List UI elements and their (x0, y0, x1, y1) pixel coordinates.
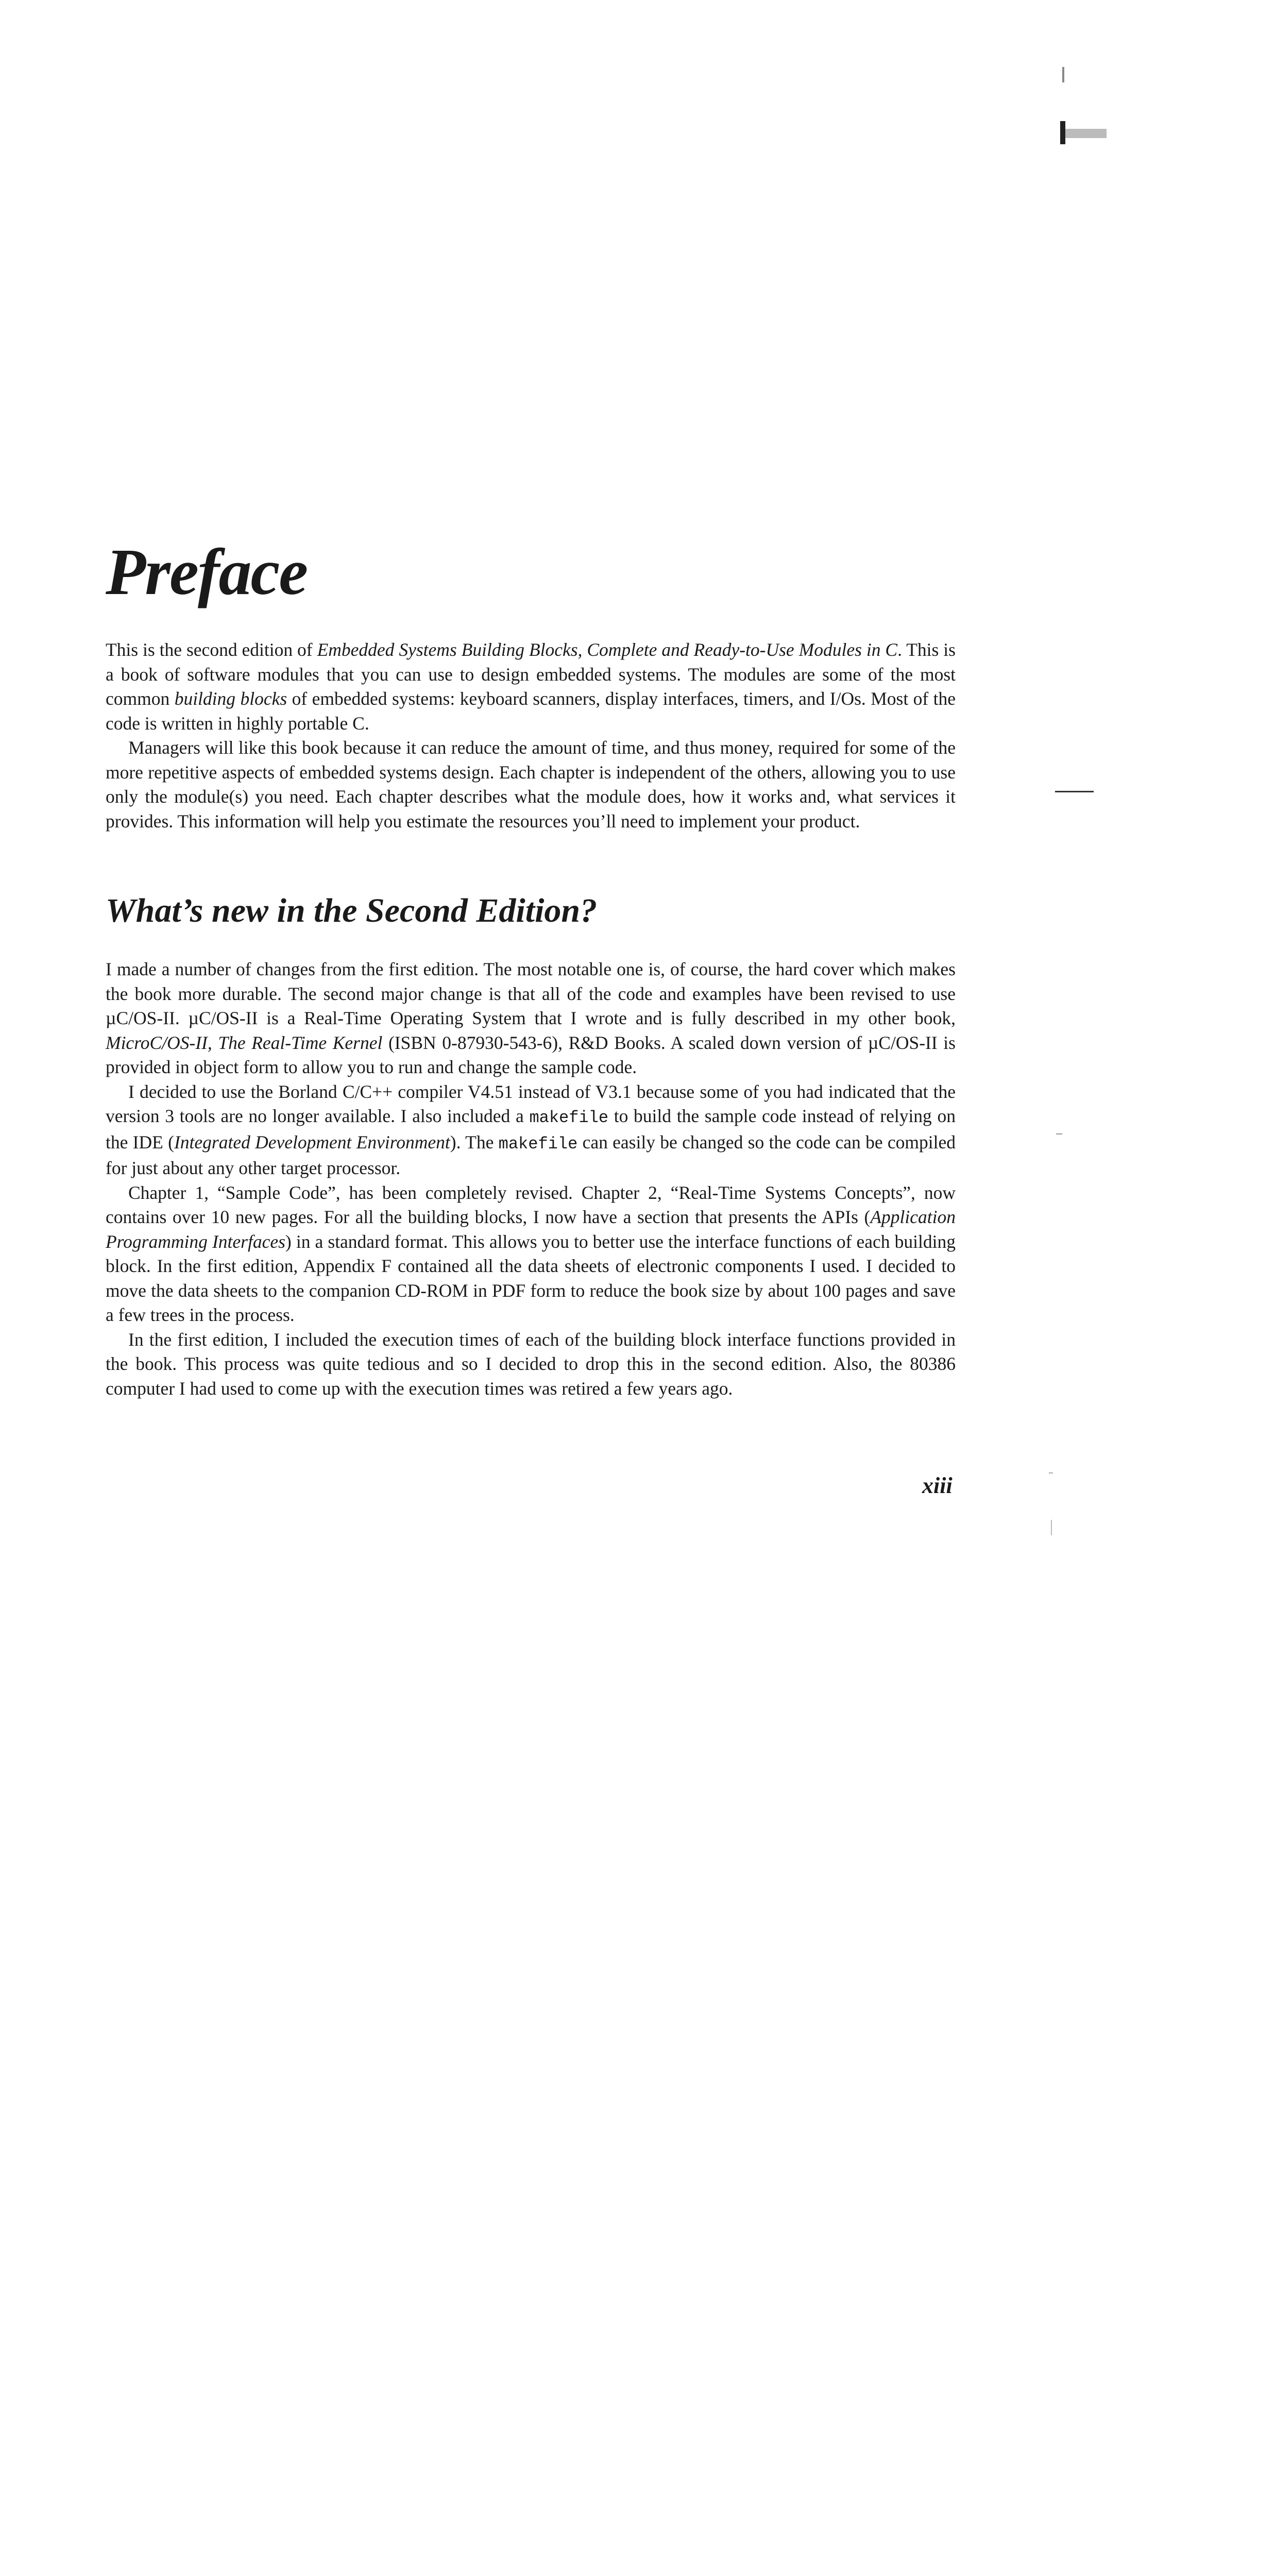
preface-paragraph-2: Managers will like this book because it can reduce the amount of time, and thus money, required for some of the more repetitive aspects of embedded systems design. Each chapter is independent of the others, allowing you to use only the module(s) you need. Each chapter describes what the module does, how it works and, what services it provides. This information will help you estimate the resources you’ll need to implement your product. (106, 737, 956, 832)
scan-artifact-top-strip (1065, 129, 1107, 138)
scan-artifact-dot (1051, 1520, 1052, 1535)
text-run: Chapter 1, “Sample Code”, has been completely revised. Chapter 2, “Real-Time Systems Concepts”, now contains over 10 new pages. For all the building blocks, I now have a section that presents the APIs ( (106, 1182, 956, 1227)
text-run: can easily be changed so the code can be compiled for just about any other target processor. (106, 1131, 956, 1178)
emphasis: Integrated Development Environment (174, 1131, 450, 1153)
whats-new-paragraph-2 (106, 1080, 956, 1181)
book-title: MicroC/OS-II, The Real-Time Kernel (106, 1032, 383, 1053)
whats-new-paragraph-3 (106, 1181, 956, 1328)
emphasis: building blocks (174, 688, 287, 709)
page-title: Preface (106, 535, 308, 608)
page-number: xiii (922, 1473, 953, 1498)
scan-artifact-top-mark (1062, 67, 1064, 82)
preface-paragraph-1 (106, 638, 956, 736)
scan-artifact-top (1060, 121, 1065, 144)
code-term: makefile (529, 1108, 609, 1127)
scan-artifact-dot (1056, 1133, 1062, 1134)
book-title: Embedded Systems Building Blocks, Complete and Ready-to-Use Modules in C (317, 639, 898, 660)
whats-new-paragraph-4: In the first edition, I included the execution times of each of the building block interface functions provided in the book. This process was quite tedious and so I decided to drop this in the second edition. Also, the 80386 computer I had used to come up with the execution times was retired a few years ago. (106, 1329, 956, 1399)
scan-artifact-rule (1055, 791, 1094, 792)
text-run: This is the second edition of (106, 639, 317, 660)
text-run: of embedded systems: keyboard scanners, display interfaces, timers, and I/Os. Most of the code is written in highly portable C. (106, 688, 956, 734)
text-run: I decided to use the Borland C/C++ compiler V4.51 instead of V3.1 because some of you had indicated that the version 3 tools are no longer available. I also included a (106, 1081, 956, 1126)
text-run: ). The (450, 1131, 499, 1153)
text-run: I made a number of changes from the first edition. The most notable one is, of course, the hard cover which makes the book more durable. The second major change is that all of the code and examples have been revised to use µC/OS-II. µC/OS-II is a Real-Time Operating System that I wrote and is fully described in my other book, (106, 959, 956, 1028)
text-run: to build the sample code instead of relying on the IDE ( (106, 1106, 956, 1153)
section-heading: What’s new in the Second Edition? (106, 892, 598, 929)
text-run: (ISBN 0-87930-543-6), R&D Books. A scaled down version of µC/OS-II is provided in object form to allow you to run and change the sample code. (106, 1032, 956, 1077)
scan-artifact-dot (1049, 1472, 1053, 1473)
emphasis: Application Programming Interfaces (106, 1207, 956, 1252)
preface-text (106, 638, 956, 834)
text-run: . This is a book of software modules that you can use to design embedded systems. The modules are some of the most common (106, 639, 956, 709)
whats-new-paragraph-1 (106, 957, 956, 1080)
code-term: makefile (498, 1134, 578, 1154)
text-run: ) in a standard format. This allows you to better use the interface functions of each building block. In the first edition, Appendix F contained all the data sheets of electronic components I used. I decided to move the data sheets to the companion CD-ROM in PDF form to reduce the book size by about 100 pages and save a few trees in the process. (106, 1231, 956, 1325)
whats-new-text (106, 957, 956, 1401)
